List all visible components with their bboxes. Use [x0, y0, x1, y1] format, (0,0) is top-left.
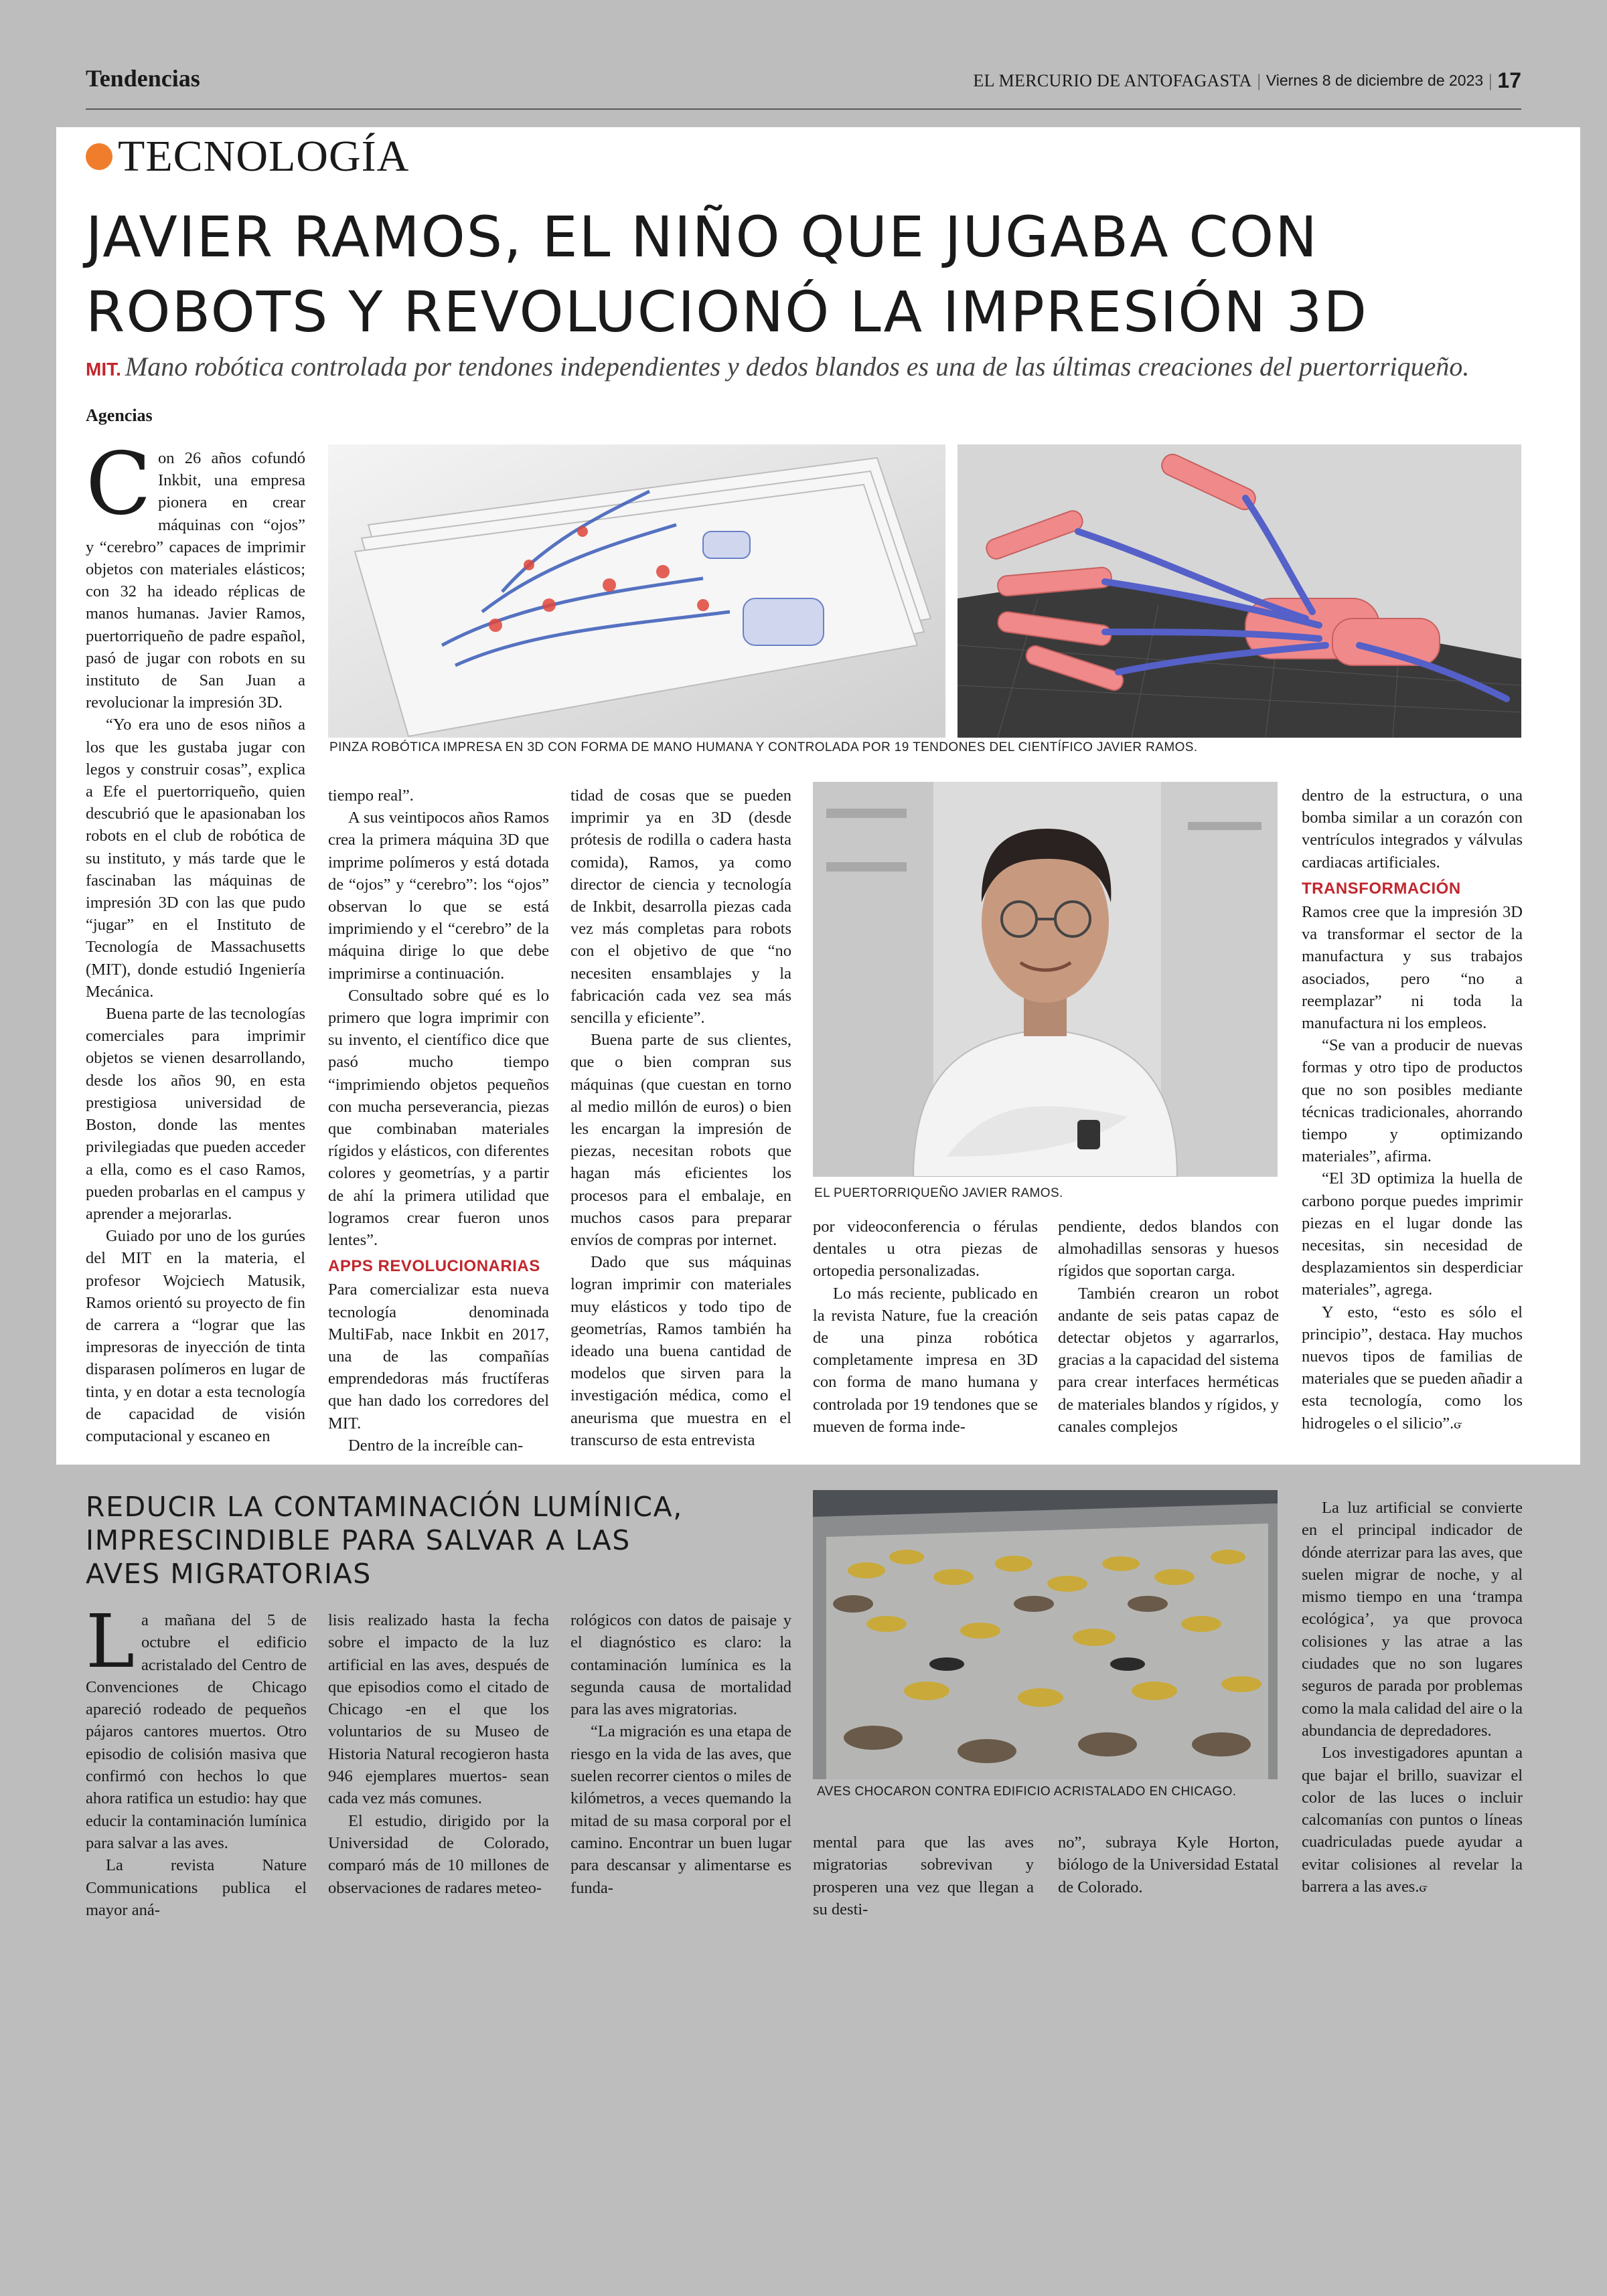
paragraph: lisis realizado hasta la fecha sobre el impacto de la luz artificial en las aves, después de que episodios como el citado de Chicago -en el que los voluntarios de su Museo de Historia Natural recogieron hasta 946 ejemplares muertos- sean cada vez más comunes.	[328, 1611, 549, 1808]
header-rule	[86, 108, 1521, 110]
paragraph: tidad de cosas que se pueden imprimir ya en 3D (desde prótesis de rodilla o cadera hasta comida), Ramos, ya como director de ciencia y tecnología de Inkbit, desarrolla piezas cada vez más completas para robots con el objetivo de que “no necesiten ensamblajes y la fabricación cada vez sea más sencilla y eficiente”.	[570, 787, 791, 1028]
bird-article-column-5	[1058, 1831, 1279, 1898]
paragraph: pendiente, dedos blandos con almohadillas sensoras y huesos rígidos que soportan carga.	[1058, 1218, 1279, 1281]
paragraph: por videoconferencia o férulas dentales u otra piezas de ortopedia personalizadas.	[813, 1218, 1038, 1281]
paragraph: Lo más reciente, publicado en la revista Nature, fue la creación de una pinza robótica completamente impresa en 3D con forma de mano humana y controlada por 19 tendones que se mueven de forma inde-	[813, 1284, 1038, 1436]
paragraph: La revista Nature Communications publica el mayor aná-	[86, 1856, 307, 1919]
birds-photo-icon	[813, 1490, 1278, 1779]
paragraph: “Yo era uno de esos niños a los que les gustaba jugar con legos y construir cosas”, explica a Efe el puertorriqueño, quien descubrió que le apasionaban los robots en el club de robótica de su instituto, y más tarde que le fascinaban las máquinas de impresión 3D con las que pudo “jugar” en el Instituto de Tecnología de Massachusetts (MIT), donde estudió Ingeniería Mecánica.	[86, 716, 305, 1001]
second-headline	[86, 1490, 822, 1590]
robotic-hand-layers-image	[328, 444, 945, 738]
paragraph: Guiado por uno de los gurúes del MIT en la materia, el profesor Wojciech Matusik, Ramos orientó su proyecto de fin de carrera a “lograr que las impresoras de inyección de tinta disparasen polímeros en lugar de tinta, y en dotar a esta tecnología de capacidad de visión computacional y escaneo en	[86, 1227, 305, 1445]
article-column-2	[328, 785, 549, 1457]
kicker-dot-icon	[86, 143, 112, 170]
paragraph: “El 3D optimiza la huella de carbono porque puedes imprimir piezas en el lugar donde las necesitas, sin necesidad de desplazamientos sin desperdiciar materiales”, agrega.	[1302, 1169, 1523, 1299]
bird-article-column-4	[813, 1831, 1034, 1920]
article-column-4	[813, 1216, 1038, 1438]
paragraph: mental para que las aves migratorias sobrevivan y prosperen una vez que llegan a su desti-	[813, 1833, 1034, 1918]
image-caption: PINZA ROBÓTICA IMPRESA EN 3D CON FORMA DE MANO HUMANA Y CONTROLADA POR 19 TENDONES DEL CIENTÍFICO JAVIER RAMOS.	[329, 740, 1198, 754]
bird-article-column-2	[328, 1609, 549, 1899]
paragraph: rológicos con datos de paisaje y el diagnóstico es claro: la contaminación lumínica es la segunda causa de mortalidad para las aves migratorias.	[570, 1611, 791, 1719]
headline-line: IMPRESCINDIBLE PARA SALVAR A LAS	[86, 1524, 631, 1556]
paragraph: Buena parte de las tecnologías comerciales para imprimir objetos se vienen desarrollando, desde los años 90, en esta prestigiosa universidad de Boston, donde las mentes privilegiadas que pueden acceder a ella, como es el caso Ramos, pueden probarlas en el campus y aprender a mejorarlas.	[86, 1005, 305, 1223]
portrait-caption: EL PUERTORRIQUEÑO JAVIER RAMOS.	[814, 1186, 1063, 1200]
article-column-6	[1302, 785, 1523, 1435]
paragraph: no”, subraya Kyle Horton, biólogo de la Universidad Estatal de Colorado.	[1058, 1833, 1279, 1896]
paragraph: tiempo real”.	[328, 787, 414, 805]
dead-birds-photo	[813, 1490, 1278, 1779]
robotic-hand-render-image	[958, 444, 1521, 738]
section-name: Tendencias	[86, 65, 200, 92]
byline: Agencias	[86, 406, 153, 425]
publication-name: EL MERCURIO DE ANTOFAGASTA	[973, 70, 1252, 90]
article-column-5	[1058, 1216, 1279, 1438]
birds-caption: AVES CHOCARON CONTRA EDIFICIO ACRISTALADO EN CHICAGO.	[817, 1785, 1237, 1799]
page-header	[86, 64, 1521, 98]
javier-ramos-portrait	[813, 782, 1278, 1177]
drop-cap: C	[86, 434, 151, 534]
paragraph: Dado que sus máquinas logran imprimir con materiales muy elásticos y todo tipo de geometrías, Ramos también ha ideado una buena cantidad de modelos que sirven para la investigación médica, como el aneurisma que muestra en el transcurso de esta entrevista	[570, 1253, 791, 1449]
drop-cap: L	[86, 1598, 135, 1684]
header-meta	[973, 68, 1521, 93]
paragraph: “Se van a producir de nuevas formas y otro tipo de productos que no son posibles mediante técnicas tradicionales, ahorrando tiempo y optimizando materiales”, afirma.	[1302, 1036, 1523, 1166]
paragraph: Ramos cree que la impresión 3D va transformar el sector de la manufactura y sus trabajos asociados, pero “no a reemplazar” ni toda la manufactura ni los empleos.	[1302, 903, 1523, 1033]
article-column-1	[86, 434, 305, 1447]
headline-line: REDUCIR LA CONTAMINACIÓN LUMÍNICA,	[86, 1491, 683, 1523]
paragraph: Buena parte de sus clientes, que o bien compran sus máquinas (que cuestan en torno al medio millón de euros) o bien les encargan la impresión de piezas, necesitan robots que hagan más eficientes los procesos para el embalaje, en muchos casos para preparar envíos de compras por internet.	[570, 1031, 791, 1250]
paragraph: Y esto, “esto es sólo el principio”, destaca. Hay muchos nuevos tipos de familias de materiales que se pueden añadir a esta tecnología, como los hidrogeles o el silicio”.ᏻ	[1302, 1303, 1523, 1432]
portrait-icon	[813, 782, 1278, 1177]
end-mark-icon: ᏻ	[1419, 1879, 1428, 1896]
bird-article-column-3	[570, 1609, 791, 1899]
main-headline	[86, 199, 1525, 349]
kicker	[86, 131, 409, 182]
paragraph: El estudio, dirigido por la Universidad de Colorado, comparó más de 10 millones de observaciones de radares meteo-	[328, 1811, 549, 1897]
publication-date: Viernes 8 de diciembre de 2023	[1266, 72, 1484, 89]
page-number: 17	[1497, 68, 1521, 92]
subheading: TRANSFORMACIÓN	[1302, 879, 1461, 898]
headline-line: ROBOTS Y REVOLUCIONÓ LA IMPRESIÓN 3D	[86, 279, 1369, 345]
header-separator: |	[1257, 70, 1261, 90]
paragraph: La luz artificial se convierte en el principal indicador de dónde aterrizar para las aves, que suelen migrar de noche, y al mismo tiempo en una ‘trampa ecológica’, ya que provoca colisiones y las atrae a las ciudades que no son lugares seguros de parada por problemas como la mala calidad del aire o la abundancia de depredadores.	[1302, 1499, 1523, 1740]
paragraph: También crearon un robot andante de seis patas capaz de detectar objetos y agarrarlos, gracias a la capacidad del sistema para crear interfaces herméticas de materiales blandos y rígidos, y canales complejos	[1058, 1284, 1279, 1436]
paragraph: “La migración es una etapa de riesgo en la vida de las aves, que suelen recorrer cientos o miles de kilómetros, a veces quemando la mitad de su masa corporal por el camino. Encontrar un buen lugar para descansar y alimentarse es funda-	[570, 1722, 791, 1897]
deck-tag: MIT.	[86, 359, 121, 380]
article-column-3	[570, 785, 791, 1451]
subheading: APPS REVOLUCIONARIAS	[328, 1257, 540, 1276]
bird-article-column-6	[1302, 1497, 1523, 1898]
deck-text: Mano robótica controlada por tendones independientes y dedos blandos es una de las últimas creaciones del puertorriqueño.	[125, 351, 1470, 382]
paragraph: Con 26 años cofundó Inkbit, una empresa pionera en crear máquinas con “ojos” y “cerebro” capaces de imprimir objetos con materiales elásticos; con 32 ha ideado réplicas de manos humanas. Javier Ramos, puertorriqueño de padre español, pasó de jugar con robots en su instituto de San Juan a revolucionar la impresión 3D.	[86, 434, 305, 712]
paragraph: dentro de la estructura, o una bomba similar a un corazón con ventrículos integrados y válvulas cardiacas artificiales.	[1302, 787, 1523, 872]
paragraph: A sus veintipocos años Ramos crea la primera máquina 3D que imprime polímeros y está dotada de “ojos” y “cerebro”: los “ojos” observan lo que se está imprimiendo y el “cerebro” de la máquina dirige lo que debe imprimirse a continuación.	[328, 809, 549, 983]
paragraph: Para comercializar esta nueva tecnología denominada MultiFab, nace Inkbit en 2017, una de las compañías emprendedoras más fructíferas que han dado los corredores del MIT.	[328, 1281, 549, 1432]
paragraph: Consultado sobre qué es lo primero que logra imprimir con su invento, el científico dice que pasó mucho tiempo “imprimiendo objetos pequeños con mucha perseverancia, piezas que combinaban materiales rígidos y elásticos, con diferentes colores y geometrías, y a partir de ahí la primera utilidad que logramos crear fueron unos lentes”.	[328, 986, 549, 1250]
headline-line: JAVIER RAMOS, EL NIÑO QUE JUGABA CON	[86, 204, 1318, 270]
paragraph: La mañana del 5 de octubre el edificio acristalado del Centro de Convenciones de Chicago apareció rodeado de pequeños pájaros cantores muertos. Otro episodio de colisión masiva que confirmó con hechos lo que ahora ratifica un estudio: hay que educir la contaminación lumínica para salvar a las aves.	[86, 1598, 307, 1852]
paragraph: Dentro de la increíble can-	[348, 1436, 524, 1455]
kicker-label: TECNOLOGÍA	[118, 132, 410, 181]
bird-article-column-1	[86, 1598, 307, 1921]
robotic-hand-layers-icon	[328, 444, 945, 738]
header-separator: |	[1488, 70, 1493, 90]
robotic-hand-render-icon	[958, 444, 1521, 738]
end-mark-icon: ᏻ	[1454, 1415, 1462, 1432]
headline-line: AVES MIGRATORIAS	[86, 1558, 372, 1590]
paragraph: Los investigadores apuntan a que bajar el brillo, suavizar el color de las luces o incluir calcomanías con puntos o líneas cuadriculadas puede ayudar a evitar colisiones al revelar la barrera a las aves.ᏻ	[1302, 1744, 1523, 1896]
deck	[86, 351, 1545, 382]
